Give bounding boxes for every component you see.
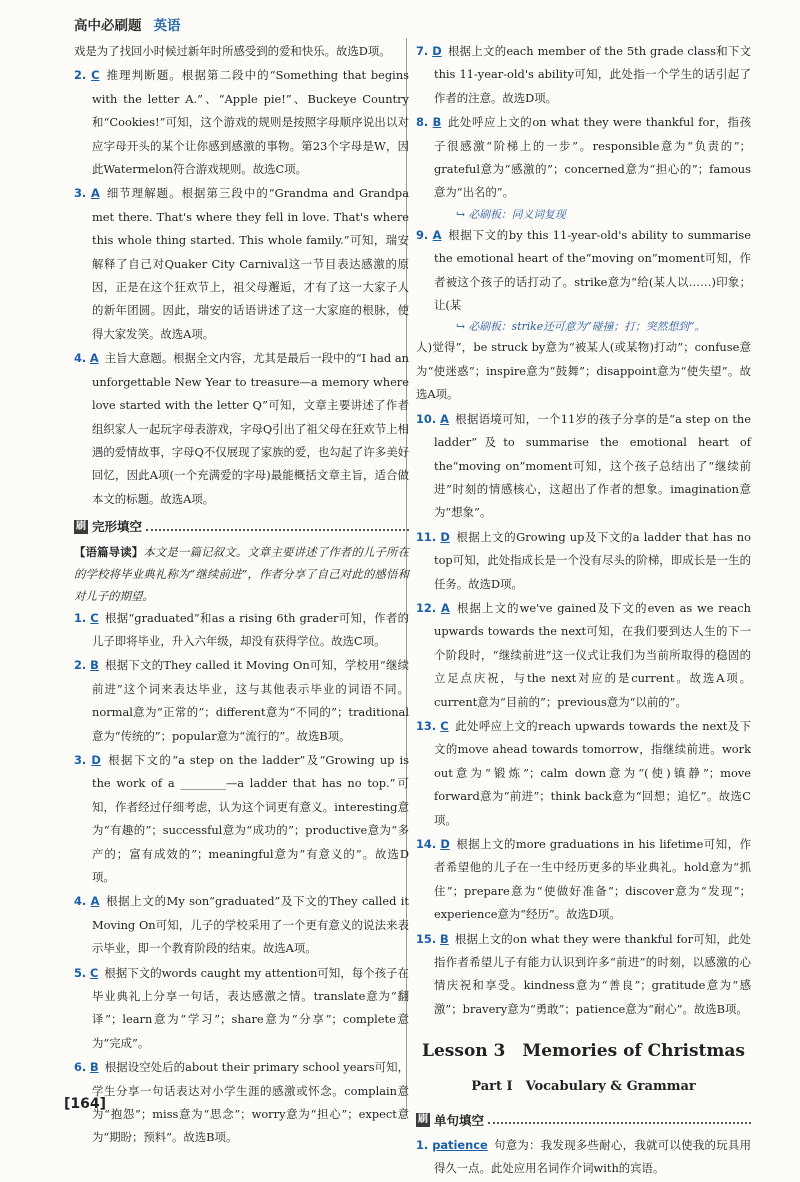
item-number: 7. <box>416 44 429 58</box>
item-number: 5. <box>74 965 87 980</box>
item-text: 根据上文的we've gained及下文的even as we reach upwards towards the next可知，在我们要到达人生的下一个阶段时，“继续前进”这一仪式让我们为当前所取得的稳固的立足点庆祝，与the next对应的是current。故选A项。current意为“目前的”；previous意为“以前的”。 <box>434 600 752 709</box>
item-answer: B <box>90 658 99 673</box>
item-text: 根据上文的My son“graduated”及下文的They called it Moving On可知，儿子的学校采用了一个更有意义的说法来表示毕业，即一个教育阶段的结束。故选A项。 <box>92 894 409 956</box>
list-item <box>416 40 751 110</box>
item-number: 3. <box>74 752 87 767</box>
item-answer: A <box>89 351 99 366</box>
section-title: 单句填空 <box>434 1112 485 1128</box>
item-number: 10. <box>416 411 437 426</box>
guide-label: 【语篇导读】 <box>74 544 144 559</box>
cloze-answers-1 <box>74 607 409 1150</box>
item-answer: A <box>90 894 100 909</box>
item-number: 13. <box>416 718 437 733</box>
part-title: Part Ⅰ Vocabulary & Grammar <box>471 1079 696 1095</box>
item-text: 根据上文的each member of the 5th grade class和下文this 11-year-old's ability可知，此处指一个学生的话引起了作者的注意。故选D项。 <box>434 44 751 105</box>
item-number: 4. <box>74 894 87 909</box>
item-text: 推理判断题。根据第二段中的“Something that begins with the letter A.”、“Apple pie!”、Buckeye Country和“Cookies!”可知，这个游戏的规则是按照字母顺序说出以对应字母开头的某个让你感到感激的事物。第23个字母是W，因此Watermelon符合游戏规则。故选C项。 <box>92 68 410 177</box>
section-title: 完形填空 <box>92 519 143 535</box>
note-strike: ↪ 必刷板：strike还可意为“碰撞；打；突然想到”。 <box>456 320 706 334</box>
item-answer: A <box>90 186 100 201</box>
item-text: 根据设空处后的about their primary school years可知，学生分享一句话表达对小学生涯的感激或怀念。complain意为“抱怨”；miss意为“思念”；worry意为“担心”；expect意为“期盼；预料”。故选B项。 <box>92 1060 410 1145</box>
note-synonym: ↪ 必刷板：同义词复现 <box>456 207 566 221</box>
section-heading-fill <box>416 1109 751 1132</box>
item-answer: A <box>432 227 442 242</box>
item-text: 句意为：我发现多些耐心，我就可以使我的玩具用得久一点。此处应用名词作介词with的宾语。 <box>434 1138 751 1176</box>
list-item <box>416 408 751 525</box>
item-answer: C <box>440 718 449 733</box>
page-number: [164] <box>64 1096 107 1112</box>
item-number: 14. <box>416 837 437 851</box>
item-continuation: 人)觉得”，be struck by意为“被某人(或某物)打动”；confuse意为“使迷惑”；inspire意为“鼓舞”；disappoint意为“使失望”。故选A项。 <box>416 340 751 402</box>
item-answer: B <box>440 931 449 946</box>
item-text: 根据上文的more graduations in his lifetime可知，作者希望他的儿子在一生中经历更多的毕业典礼。hold意为“抓住”；prepare意为“使做好准备”；discover意为“发现”；experience意为“经历”。故选D项。 <box>434 837 752 922</box>
brush-icon: 刷 <box>76 520 86 532</box>
list-item <box>416 928 751 1022</box>
item-answer: D <box>432 44 442 58</box>
item-text: 根据“graduated”和as a rising 6th grader可知，作者的儿子即将毕业，升入六年级，却没有获得学位。故选C项。 <box>92 610 410 648</box>
item-answer: A <box>440 411 449 426</box>
item-number: 9. <box>416 227 429 242</box>
section-heading-cloze <box>74 515 409 538</box>
list-item <box>74 64 409 181</box>
list-item <box>416 833 751 927</box>
item-number: 1. <box>416 1138 429 1153</box>
list-item <box>74 607 409 654</box>
list-item <box>74 347 409 511</box>
list-item <box>416 224 751 318</box>
item-text: 此处呼应上文的on what they were thankful for，指孩子很感激“阶梯上的一步”。responsible意为“负责的”；grateful意为“感激的”；concerned意为“担心的”；famous意为“出名的”。 <box>434 115 751 200</box>
item-number: 8. <box>416 115 429 130</box>
item-number: 2. <box>74 658 87 673</box>
item-number: 6. <box>74 1060 87 1075</box>
item-answer: D <box>440 529 450 544</box>
item-answer: C <box>89 965 99 980</box>
note-text: 必刷板：同义词复现 <box>468 207 566 221</box>
intro-text: 戏是为了找回小时候过新年时所感受到的爱和快乐。故选D项。 <box>74 44 391 58</box>
page-header <box>74 14 181 34</box>
reading-answers <box>74 64 409 511</box>
item-answer: D <box>91 752 101 767</box>
note-text: 必刷板：strike还可意为“碰撞；打；突然想到”。 <box>468 320 706 334</box>
item-text: 根据下文的by this 11-year-old's ability to summarise the emotional heart of the“moving on”moment可知，作者被这个孩子的话打动了。strike意为“给(某人以……)印象；让(某 <box>434 227 751 313</box>
item-number: 12. <box>416 600 437 615</box>
dotted-rule <box>488 1116 751 1124</box>
item-text: 根据语境可知，一个11岁的孩子分享的是“a step on the ladder”及to summarise the emotional heart of the“moving on”moment可知，这个孩子总结出了“继续前进”时刻的情感核心，这超出了作者的想象。imagination意为“想象”。 <box>434 411 751 520</box>
item-text: 根据上文的Growing up及下文的a ladder that has no top可知，此处指成长是一个没有尽头的阶梯，即成长是一生的任务。故选D项。 <box>434 529 751 591</box>
dotted-rule <box>146 523 409 531</box>
item-answer: B <box>89 1060 99 1075</box>
item-text: 主旨大意题。根据全文内容，尤其是最后一段中的“I had an unforgettable New Year to treasure—a memory where love started with the letter Q”可知，文章主要讲述了作者组织家人一起玩字母表游戏，字母Q引出了祖父母在狂欢节上相遇的爱情故事，字母Q不仅展现了家族的爱，也勾起了许多美好回忆，因此A项(一个充满爱的字母)最能概括文章主旨，适合做本文的标题。故选A项。 <box>92 351 409 506</box>
list-item <box>416 597 751 714</box>
list-item <box>74 182 409 346</box>
cloze-answers-2 <box>416 40 751 205</box>
brush-icon: 刷 <box>418 1114 428 1126</box>
book-title: 高中必刷题 <box>74 18 142 34</box>
lesson-title: Lesson 3 Memories of Christmas <box>422 1041 745 1062</box>
item-number: 11. <box>416 529 437 544</box>
item-answer: B <box>432 115 442 130</box>
list-item <box>416 111 751 205</box>
item-text: 根据下文的words caught my attention可知，每个孩子在毕业典礼上分享一句话，表达感激之情。translate意为“翻译”；learn意为“学习”；share意为“分享”；complete意为“完成”。 <box>92 965 410 1050</box>
list-item <box>416 526 751 596</box>
cloze-answers-3 <box>416 408 751 1022</box>
item-number: 4. <box>74 351 87 366</box>
guide-text: 本文是一篇记叙文。文章主要讲述了作者的儿子所在的学校将毕业典礼称为“继续前进”，作者分享了自己对此的感悟和对儿子的期望。 <box>74 544 409 603</box>
item-answer: A <box>440 600 450 615</box>
item-answer: C <box>90 610 99 625</box>
item-answer: patience <box>432 1138 488 1153</box>
item-number: 15. <box>416 931 437 946</box>
right-column <box>416 40 751 1182</box>
item-text: 根据上文的on what they were thankful for可知，此处指作者希望儿子有能力认识到许多“前进”的时刻，以感激的心情庆祝和享受。kindness意为“善良”；gratitude意为“感激”；bravery意为“勇敢”；patience意为“耐心”。故选B项。 <box>434 931 751 1016</box>
list-item <box>416 715 751 832</box>
list-item <box>74 962 409 1056</box>
list-item <box>74 890 409 960</box>
item-text: 细节理解题。根据第三段中的“Grandma and Grandpa met there. That's where they fell in love. That's where this whole thing started. This whole family.”可知，瑞安解释了自己对Quaker City Carnival这一节目表达感激的原因，正是在这个狂欢节上，祖父母邂逅，才有了这一大家子人的新年团圆。因此，瑞安的话语讲述了这一大家庭的根脉，使得大家发笑。故选A项。 <box>92 186 409 341</box>
item-number: 2. <box>74 68 87 83</box>
item-answer: C <box>91 68 100 83</box>
item-text: 根据下文的They called it Moving On可知，学校用“继续前进”这个词来表达毕业，这与其他表示毕业的词语不同。normal意为“正常的”；different意为“不同的”；traditional意为“传统的”；popular意为“流行的”。故选B项。 <box>92 658 409 743</box>
passage-guide <box>74 541 409 607</box>
item-text: 根据下文的“a step on the ladder”及“Growing up is the work of a ________—a ladder that has no top.”可知，作者经过仔细考虑，认为这个词更有意义。interesting意为“有趣的”；successful意为“成功的”；productive意为“多产的；富有成效的”；meaningful意为“有意义的”。故选D项。 <box>92 752 410 884</box>
list-item <box>416 1134 751 1181</box>
item-answer: D <box>440 837 450 851</box>
item-number: 1. <box>74 610 87 625</box>
item-text: 此处呼应上文的reach upwards towards the next及下文的move ahead towards tomorrow，指继续前进。work out意为“锻炼”；calm down意为“(使)镇静”；move forward意为“前进”；think back意为“回想；追忆”。故选C项。 <box>434 718 751 827</box>
list-item <box>74 1056 409 1150</box>
subject-title: 英语 <box>153 18 181 34</box>
item-number: 3. <box>74 186 87 201</box>
list-item <box>74 654 409 748</box>
left-column <box>74 40 409 1151</box>
list-item <box>74 749 409 889</box>
